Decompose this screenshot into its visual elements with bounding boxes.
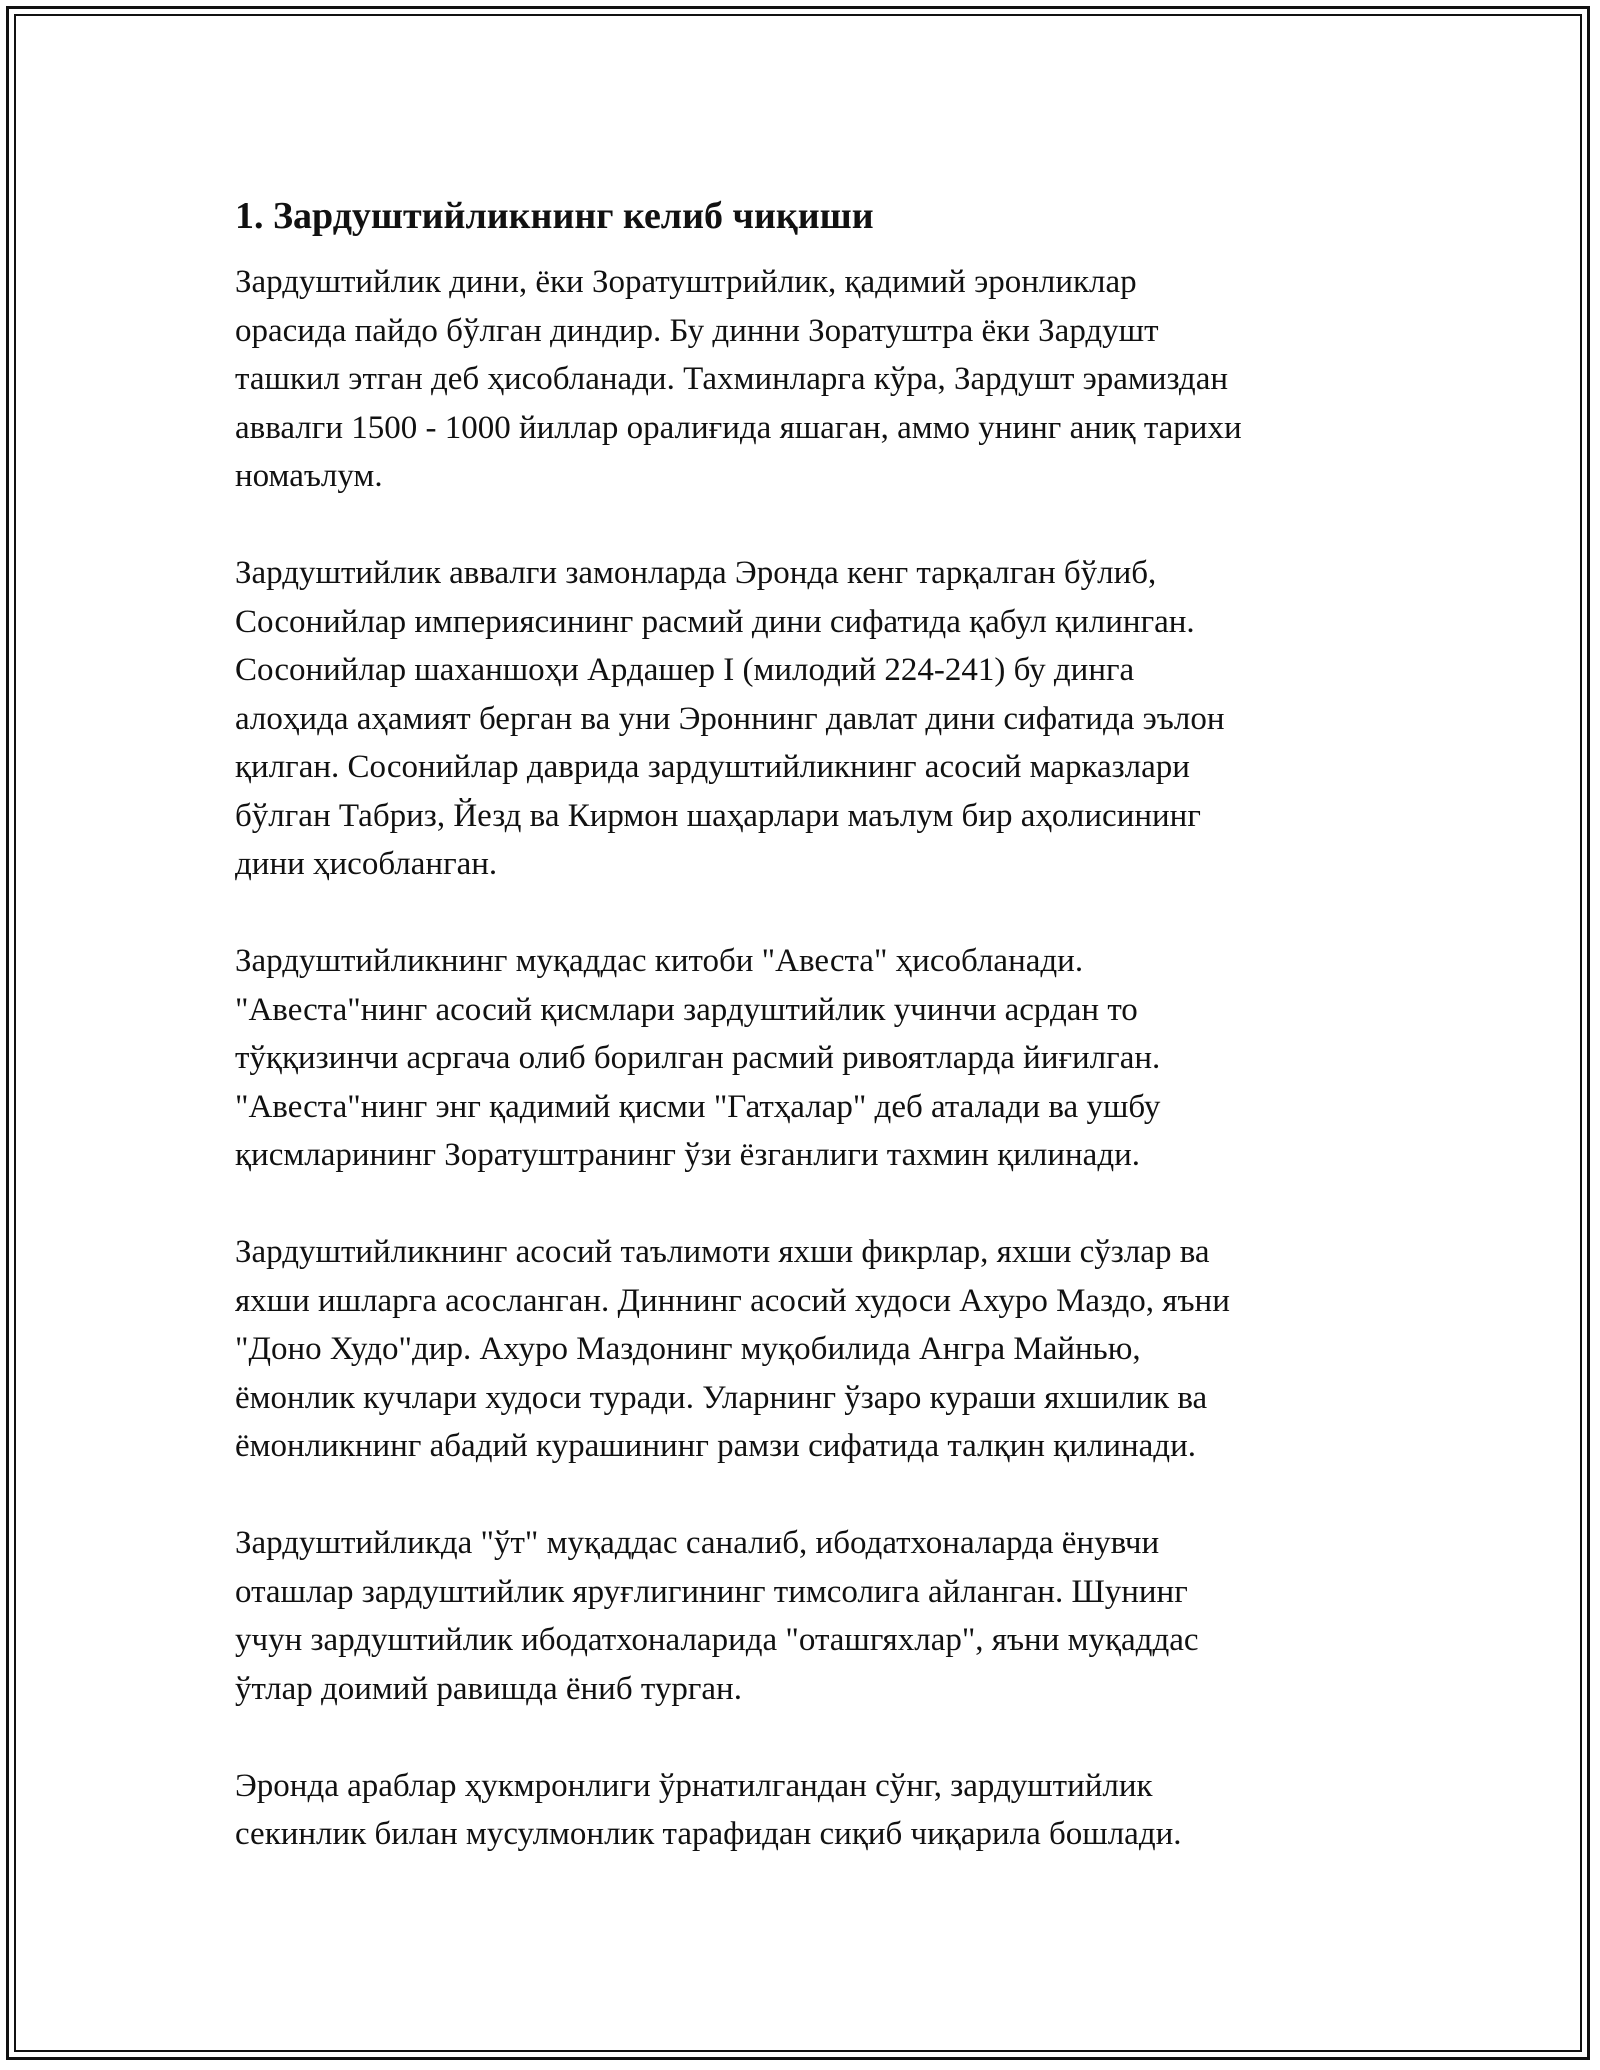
section-heading: 1. Зардуштийликнинг келиб чиқиши <box>235 195 874 237</box>
paragraph-arab-rule: Эронда араблар ҳукмронлиги ўрнатилгандан сўнг, зардуштийлик секинлик билан мусулмонлик тарафидан сиқиб чиқарила бошлади. <box>235 1767 1182 1852</box>
paragraph-sassanid: Зардуштийлик аввалги замонларда Эронда кенг тарқалган бўлиб, Сосонийлар империясининг расмий дини сифатида қабул қилинган. Сосонийлар шаханшоҳи Ардашер I (милодий 224-241) бу динга алоҳида аҳамият берган ва уни Эроннинг давлат дини сифатида эълон қилган. Сосонийлар даврида зардуштийликнинг асосий марказлари бўлган Табриз, Йезд ва Кирмон шаҳарлари маълум бир аҳолисининг дини ҳисобланган. <box>235 555 1225 882</box>
paragraph-teachings: Зардуштийликнинг асосий таълимоти яхши фикрлар, яхши сўзлар ва яхши ишларга асосланган. Диннинг асосий худоси Ахуро Маздо, яъни "Доно Худо"дир. Ахуро Маздонинг муқобилида Ангра Майнью, ёмонлик кучлари худоси туради. Уларнинг ўзаро кураши яхшилик ва ёмонликнинг абадий курашининг рамзи сифатида талқин қилинади. <box>235 1234 1230 1464</box>
paragraph-origin: Зардуштийлик дини, ёки Зоратуштрийлик, қадимий эронликлар орасида пайдо бўлган диндир. Бу динни Зоратуштра ёки Зардушт ташкил этган деб ҳисобланади. Тахминларга кўра, Зардушт эрамиздан аввалги 1500 - 1000 йиллар оралиғида яшаган, аммо унинг аниқ тарихи номаълум. <box>235 264 1242 494</box>
paragraph-avesta: Зардуштийликнинг муқаддас китоби "Авеста" ҳисобланади. "Авеста"нинг асосий қисмлари зардуштийлик учинчи асрдан то тўққизинчи асргача олиб борилган расмий ривоятларда йиғилган. "Авеста"нинг энг қадимий қисми "Гатҳалар" деб аталади ва ушбу қисмларининг Зоратуштранинг ўзи ёзганлиги тахмин қилинади. <box>235 943 1161 1173</box>
document-body <box>235 188 1375 1907</box>
paragraph-fire: Зардуштийликда "ўт" муқаддас саналиб, ибодатхоналарда ёнувчи оташлар зардуштийлик яруғлигининг тимсолига айланган. Шунинг учун зардуштийлик ибодатхоналарида "оташгяхлар", яъни муқаддас ўтлар доимий равишда ёниб турган. <box>235 1525 1199 1707</box>
